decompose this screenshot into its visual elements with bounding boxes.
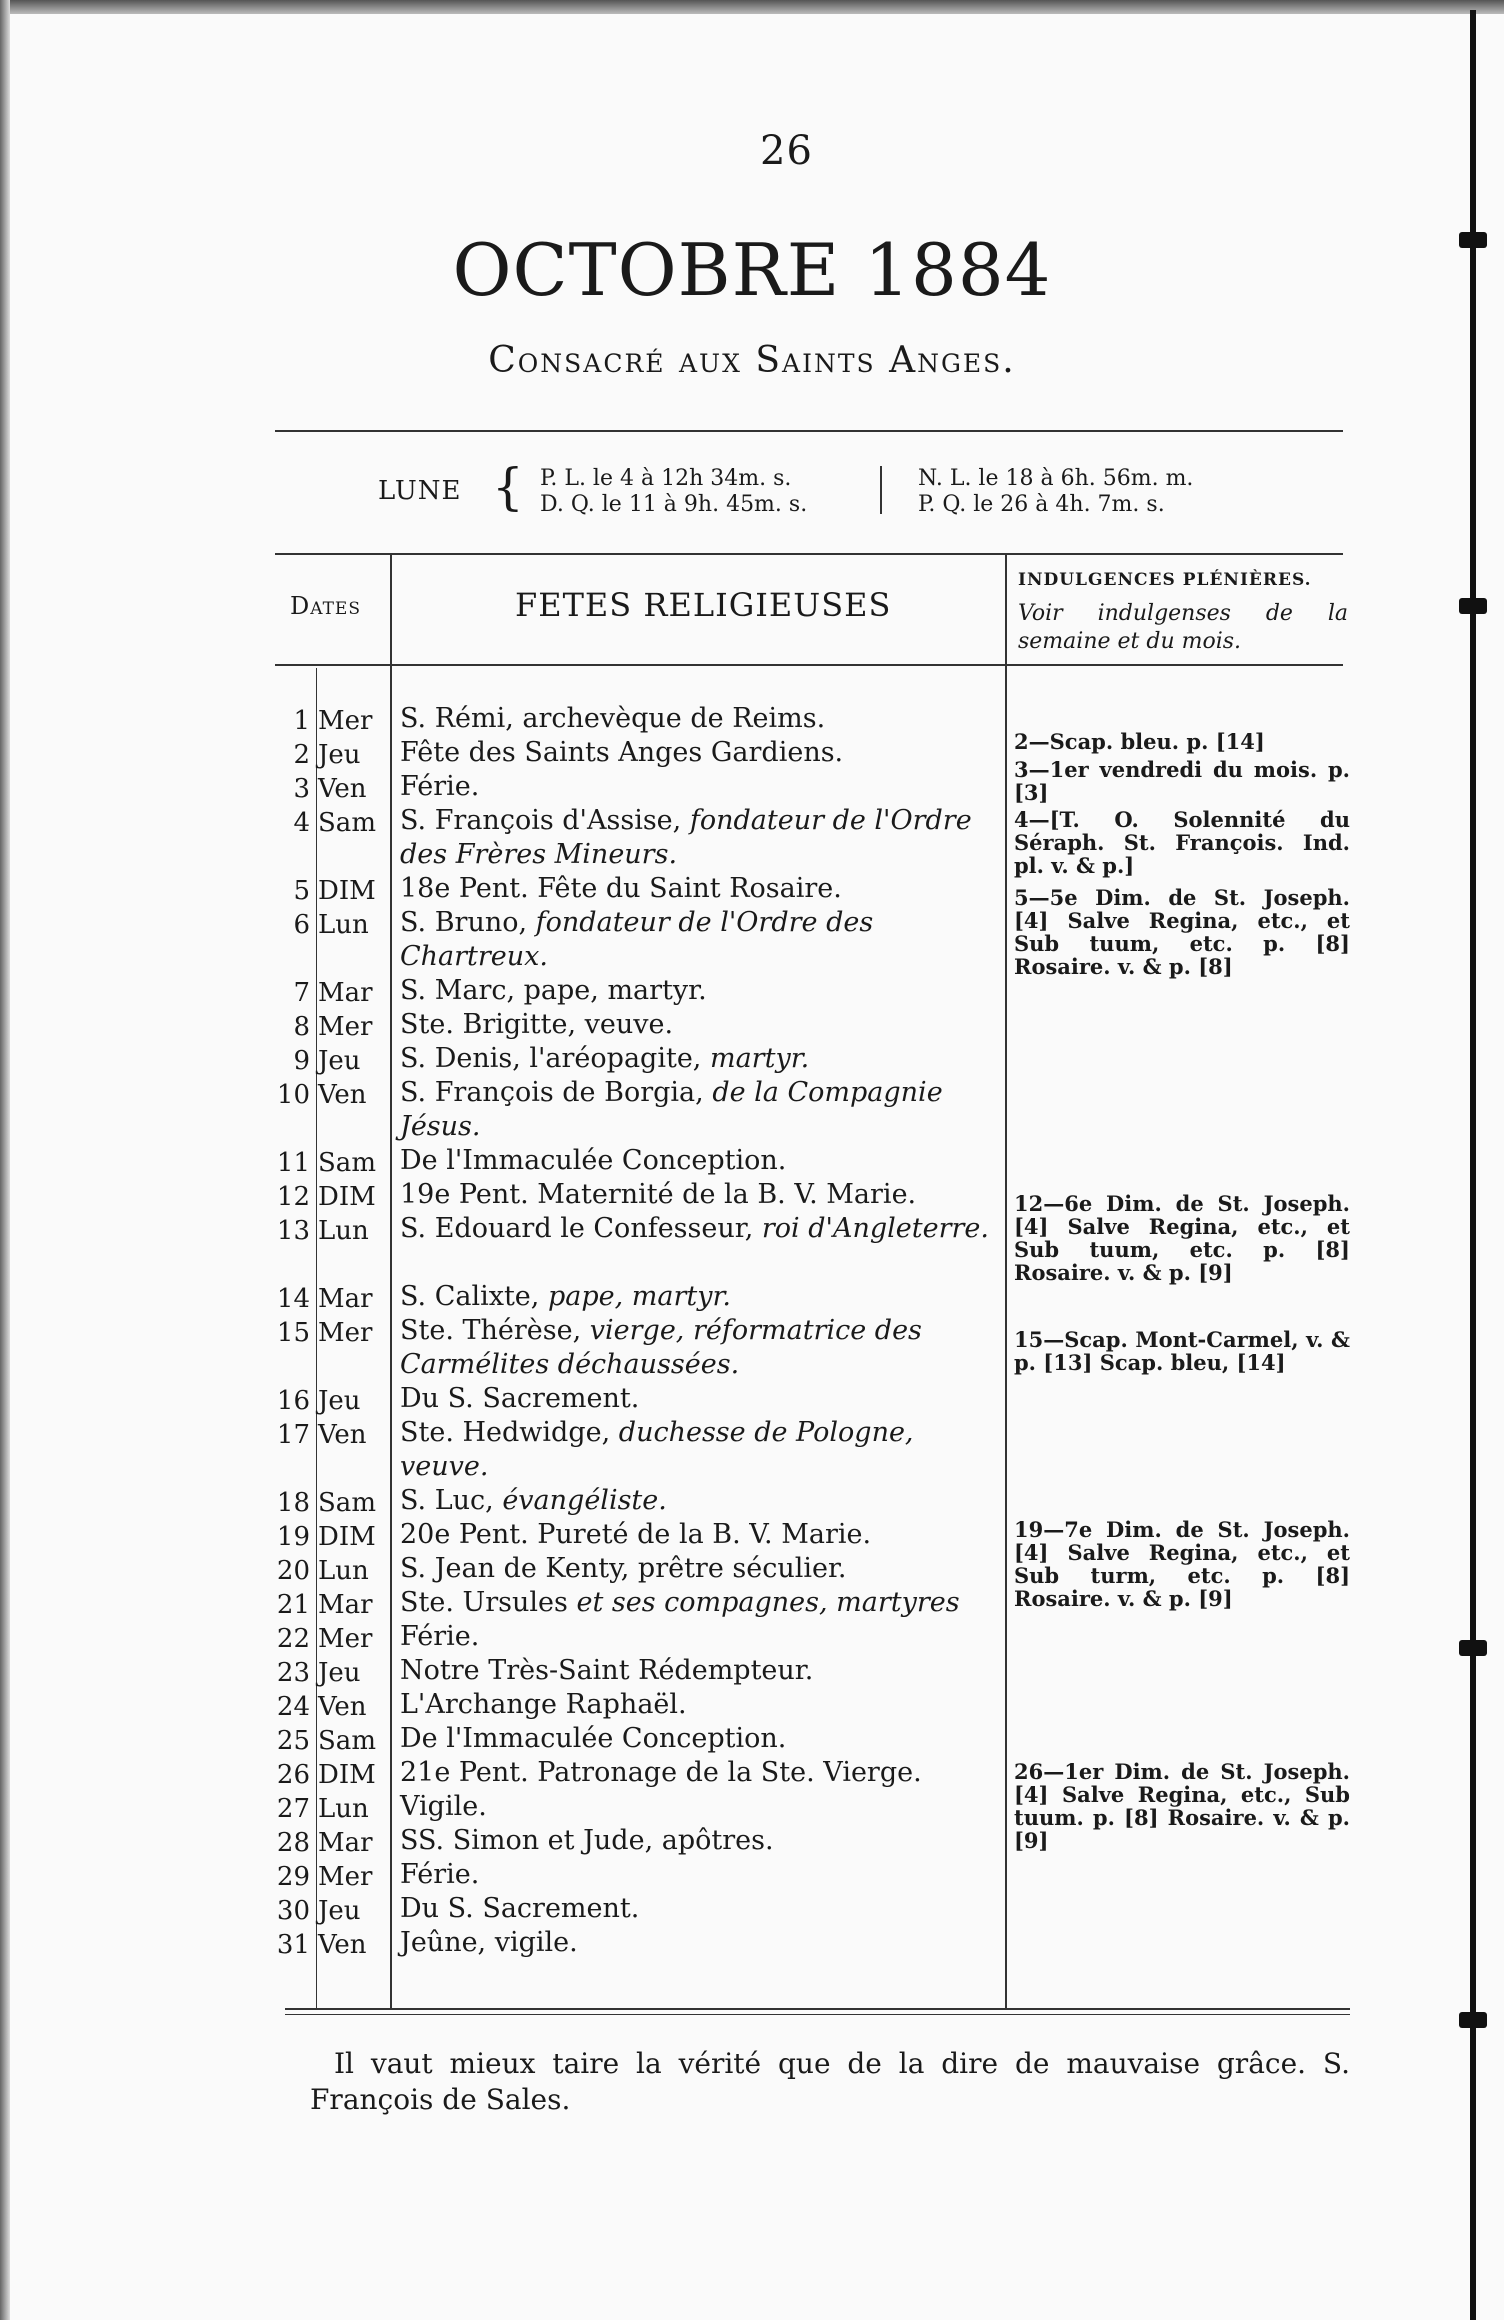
row-weekday: DIM — [318, 876, 376, 906]
fete-italic-text: évangéliste. — [502, 1485, 667, 1516]
fete-text: Férie. — [400, 1859, 480, 1890]
fete-text: Ste. Thérèse, — [400, 1315, 582, 1346]
fete-text: 21e Pent. Patronage de la Ste. Vierge. — [400, 1757, 922, 1788]
row-date-number: 10 — [276, 1080, 310, 1110]
row-date-number: 3 — [293, 774, 310, 804]
row-weekday: Mar — [318, 1828, 373, 1858]
fete-text: De l'Immaculée Conception. — [400, 1723, 787, 1754]
indulgence-note: 5—5e Dim. de St. Joseph. [4] Salve Regina, etc., et Sub tuum, etc. p. [8] Rosaire. v. & p. [8] — [1014, 885, 1350, 979]
row-date-number: 26 — [276, 1760, 310, 1790]
fete-italic-text: pape, martyr. — [547, 1281, 732, 1312]
fete-text: Férie. — [400, 1621, 480, 1652]
row-weekday: DIM — [318, 1760, 376, 1790]
row-date-number: 19 — [276, 1522, 310, 1552]
row-weekday: Jeu — [318, 1046, 361, 1076]
row-date-number: 28 — [276, 1828, 310, 1858]
row-fete — [400, 1212, 1010, 1246]
row-fete — [400, 1722, 1010, 1756]
divider — [285, 2008, 1350, 2010]
fete-text: Notre Très-Saint Rédempteur. — [400, 1655, 814, 1686]
row-date-number: 31 — [276, 1930, 310, 1960]
row-date-number: 12 — [276, 1182, 310, 1212]
binding-clip — [1459, 598, 1487, 614]
row-date-number: 8 — [293, 1012, 310, 1042]
row-fete — [400, 1892, 1010, 1926]
row-date-number: 29 — [276, 1862, 310, 1892]
row-weekday: Sam — [318, 1488, 376, 1518]
fete-text: SS. Simon et Jude, apôtres. — [400, 1825, 774, 1856]
row-weekday: Sam — [318, 1726, 376, 1756]
row-date-number: 18 — [276, 1488, 310, 1518]
row-weekday: Mar — [318, 1590, 373, 1620]
fete-text: Férie. — [400, 771, 480, 802]
row-fete — [400, 770, 1010, 804]
row-weekday: Ven — [318, 1930, 367, 1960]
row-fete — [400, 1314, 1010, 1382]
moon-phase: N. L. le 18 à 6h. 56m. m. — [918, 466, 1194, 491]
indulgence-note: 4—[T. O. Solennité du Séraph. St. François. Ind. pl. v. & p.] — [1014, 807, 1350, 878]
fete-italic-text: et ses compagnes, martyres — [576, 1587, 960, 1618]
column-header-note: Voir indulgenses de la semaine et du mois. — [1018, 601, 1348, 654]
fete-text: L'Archange Raphaël. — [400, 1689, 687, 1720]
footer-quote: Il vaut mieux taire la vérité que de la dire de mauvaise grâce. S. François de Sales. — [310, 2047, 1350, 2116]
row-weekday: Lun — [318, 1556, 369, 1586]
row-fete — [400, 1688, 1010, 1722]
fete-text: S. Jean de Kenty, prêtre séculier. — [400, 1553, 847, 1584]
row-date-number: 15 — [276, 1318, 310, 1348]
row-weekday: Ven — [318, 1080, 367, 1110]
lune-label: LUNE — [378, 476, 462, 506]
divider — [285, 2014, 1350, 2015]
binding-clip — [1459, 1640, 1487, 1656]
row-date-number: 30 — [276, 1896, 310, 1926]
row-date-number: 20 — [276, 1556, 310, 1586]
fete-text: S. Luc, — [400, 1485, 494, 1516]
row-fete — [400, 974, 1010, 1008]
row-date-number: 6 — [293, 910, 310, 940]
row-fete — [400, 1824, 1010, 1858]
column-divider — [390, 555, 392, 2010]
fete-text: Du S. Sacrement. — [400, 1383, 640, 1414]
fete-italic-text: fondateur de l'Ordre des Frères Mineurs. — [400, 805, 972, 870]
row-fete — [400, 1076, 1010, 1144]
row-fete — [400, 1926, 1010, 1960]
row-fete — [400, 1552, 1010, 1586]
row-fete — [400, 1654, 1010, 1688]
row-weekday: Mer — [318, 706, 373, 736]
row-fete — [400, 1586, 1010, 1620]
indulgence-note: 12—6e Dim. de St. Joseph. [4] Salve Regina, etc., et Sub tuum, etc. p. [8] Rosaire. v. & p. [9] — [1014, 1191, 1350, 1285]
fete-text: 19e Pent. Maternité de la B. V. Marie. — [400, 1179, 917, 1210]
row-date-number: 14 — [276, 1284, 310, 1314]
fete-text: S. Marc, pape, martyr. — [400, 975, 707, 1006]
row-weekday: Jeu — [318, 740, 361, 770]
indulgence-note: 3—1er vendredi du mois. p. [3] — [1014, 757, 1350, 805]
row-date-number: 25 — [276, 1726, 310, 1756]
row-weekday: Ven — [318, 1420, 367, 1450]
row-date-number: 27 — [276, 1794, 310, 1824]
row-date-number: 23 — [276, 1658, 310, 1688]
row-fete — [400, 804, 1010, 872]
row-fete — [400, 1790, 1010, 1824]
fete-italic-text: duchesse de Pologne, veuve. — [400, 1417, 914, 1482]
fete-text: S. Denis, l'aréopagite, — [400, 1043, 702, 1074]
row-date-number: 1 — [293, 706, 310, 736]
row-weekday: Lun — [318, 910, 369, 940]
fete-text: S. François de Borgia, — [400, 1077, 704, 1108]
row-weekday: DIM — [318, 1182, 376, 1212]
row-date-number: 2 — [293, 740, 310, 770]
indulgence-note: 19—7e Dim. de St. Joseph. [4] Salve Regina, etc., et Sub turm, etc. p. [8] Rosaire. v. & p. [9] — [1014, 1517, 1350, 1611]
row-date-number: 5 — [293, 876, 310, 906]
fete-text: Fête des Saints Anges Gardiens. — [400, 737, 844, 768]
fete-italic-text: de la Compagnie Jésus. — [400, 1077, 943, 1142]
row-weekday: Mar — [318, 978, 373, 1008]
row-fete — [400, 1518, 1010, 1552]
column-header-fetes: FETES RELIGIEUSES — [515, 586, 892, 624]
divider — [275, 664, 1343, 666]
row-date-number: 11 — [276, 1148, 310, 1178]
indulgence-note: 2—Scap. bleu. p. [14] — [1014, 729, 1265, 754]
indulgence-note: 15—Scap. Mont-Carmel, v. & p. [13] Scap. bleu, [14] — [1014, 1327, 1350, 1375]
row-fete — [400, 1178, 1010, 1212]
row-weekday: Lun — [318, 1216, 369, 1246]
fete-text: S. Bruno, — [400, 907, 528, 938]
row-weekday: Mer — [318, 1318, 373, 1348]
row-weekday: Jeu — [318, 1386, 361, 1416]
row-fete — [400, 1008, 1010, 1042]
row-fete — [400, 1858, 1010, 1892]
brace-glyph: { — [492, 458, 524, 516]
fete-text: 18e Pent. Fête du Saint Rosaire. — [400, 873, 842, 904]
row-date-number: 21 — [276, 1590, 310, 1620]
fete-text: Du S. Sacrement. — [400, 1893, 640, 1924]
page-top-edge — [0, 0, 1504, 14]
row-fete — [400, 1042, 1010, 1076]
indulgence-note: 26—1er Dim. de St. Joseph. [4] Salve Regina, etc., Sub tuum. p. [8] Rosaire. v. & p. [9] — [1014, 1759, 1350, 1853]
row-date-number: 22 — [276, 1624, 310, 1654]
page-subtitle: Consacré aux Saints Anges. — [488, 340, 1016, 381]
row-fete — [400, 872, 1010, 906]
fete-text: Jeûne, vigile. — [400, 1927, 578, 1958]
row-date-number: 7 — [293, 978, 310, 1008]
fete-italic-text: fondateur de l'Ordre des Chartreux. — [400, 907, 874, 972]
fete-italic-text: vierge, réformatrice des Carmélites déchaussées. — [400, 1315, 922, 1380]
row-weekday: Jeu — [318, 1658, 361, 1688]
row-weekday: Mer — [318, 1862, 373, 1892]
row-weekday: Mer — [318, 1012, 373, 1042]
row-fete — [400, 1416, 1010, 1484]
page-number: 26 — [760, 128, 813, 174]
divider — [275, 553, 1343, 555]
row-fete — [400, 736, 1010, 770]
row-fete — [400, 1756, 1010, 1790]
fete-text: S. Edouard le Confesseur, — [400, 1213, 754, 1244]
row-fete — [400, 1484, 1010, 1518]
row-weekday: Ven — [318, 1692, 367, 1722]
row-fete — [400, 1620, 1010, 1654]
fete-italic-text: roi d'Angleterre. — [761, 1213, 989, 1244]
column-divider — [316, 668, 317, 2010]
moon-phase: P. Q. le 26 à 4h. 7m. s. — [918, 492, 1165, 517]
row-weekday: Mer — [318, 1624, 373, 1654]
fete-text: S. Calixte, — [400, 1281, 540, 1312]
divider — [880, 466, 882, 514]
row-fete — [400, 1144, 1010, 1178]
moon-phase: P. L. le 4 à 12h 34m. s. — [540, 466, 792, 491]
fete-text: Ste. Brigitte, veuve. — [400, 1009, 674, 1040]
row-date-number: 24 — [276, 1692, 310, 1722]
row-date-number: 17 — [276, 1420, 310, 1450]
fete-text: S. Rémi, archevèque de Reims. — [400, 703, 826, 734]
column-header-indulgences: INDULGENCES PLÉNIÈRES. — [1018, 570, 1312, 590]
column-header-dates: Dates — [290, 592, 361, 620]
row-weekday: DIM — [318, 1522, 376, 1552]
fete-text: 20e Pent. Pureté de la B. V. Marie. — [400, 1519, 872, 1550]
fete-text: Ste. Hedwidge, — [400, 1417, 611, 1448]
row-fete — [400, 702, 1010, 736]
row-weekday: Jeu — [318, 1896, 361, 1926]
fete-italic-text: martyr. — [709, 1043, 810, 1074]
row-weekday: Ven — [318, 774, 367, 804]
moon-phase: D. Q. le 11 à 9h. 45m. s. — [540, 492, 808, 517]
fete-text: Ste. Ursules — [400, 1587, 568, 1618]
row-fete — [400, 1280, 1010, 1314]
row-weekday: Mar — [318, 1284, 373, 1314]
row-date-number: 9 — [293, 1046, 310, 1076]
row-weekday: Sam — [318, 1148, 376, 1178]
binding-clip — [1459, 2012, 1487, 2028]
fete-text: De l'Immaculée Conception. — [400, 1145, 787, 1176]
fete-text: S. François d'Assise, — [400, 805, 682, 836]
page-title: OCTOBRE 1884 — [452, 228, 1052, 312]
row-fete — [400, 906, 1010, 974]
row-date-number: 13 — [276, 1216, 310, 1246]
divider — [275, 430, 1343, 432]
fete-text: Vigile. — [400, 1791, 487, 1822]
row-date-number: 4 — [293, 808, 310, 838]
row-weekday: Lun — [318, 1794, 369, 1824]
row-fete — [400, 1382, 1010, 1416]
row-weekday: Sam — [318, 808, 376, 838]
row-date-number: 16 — [276, 1386, 310, 1416]
